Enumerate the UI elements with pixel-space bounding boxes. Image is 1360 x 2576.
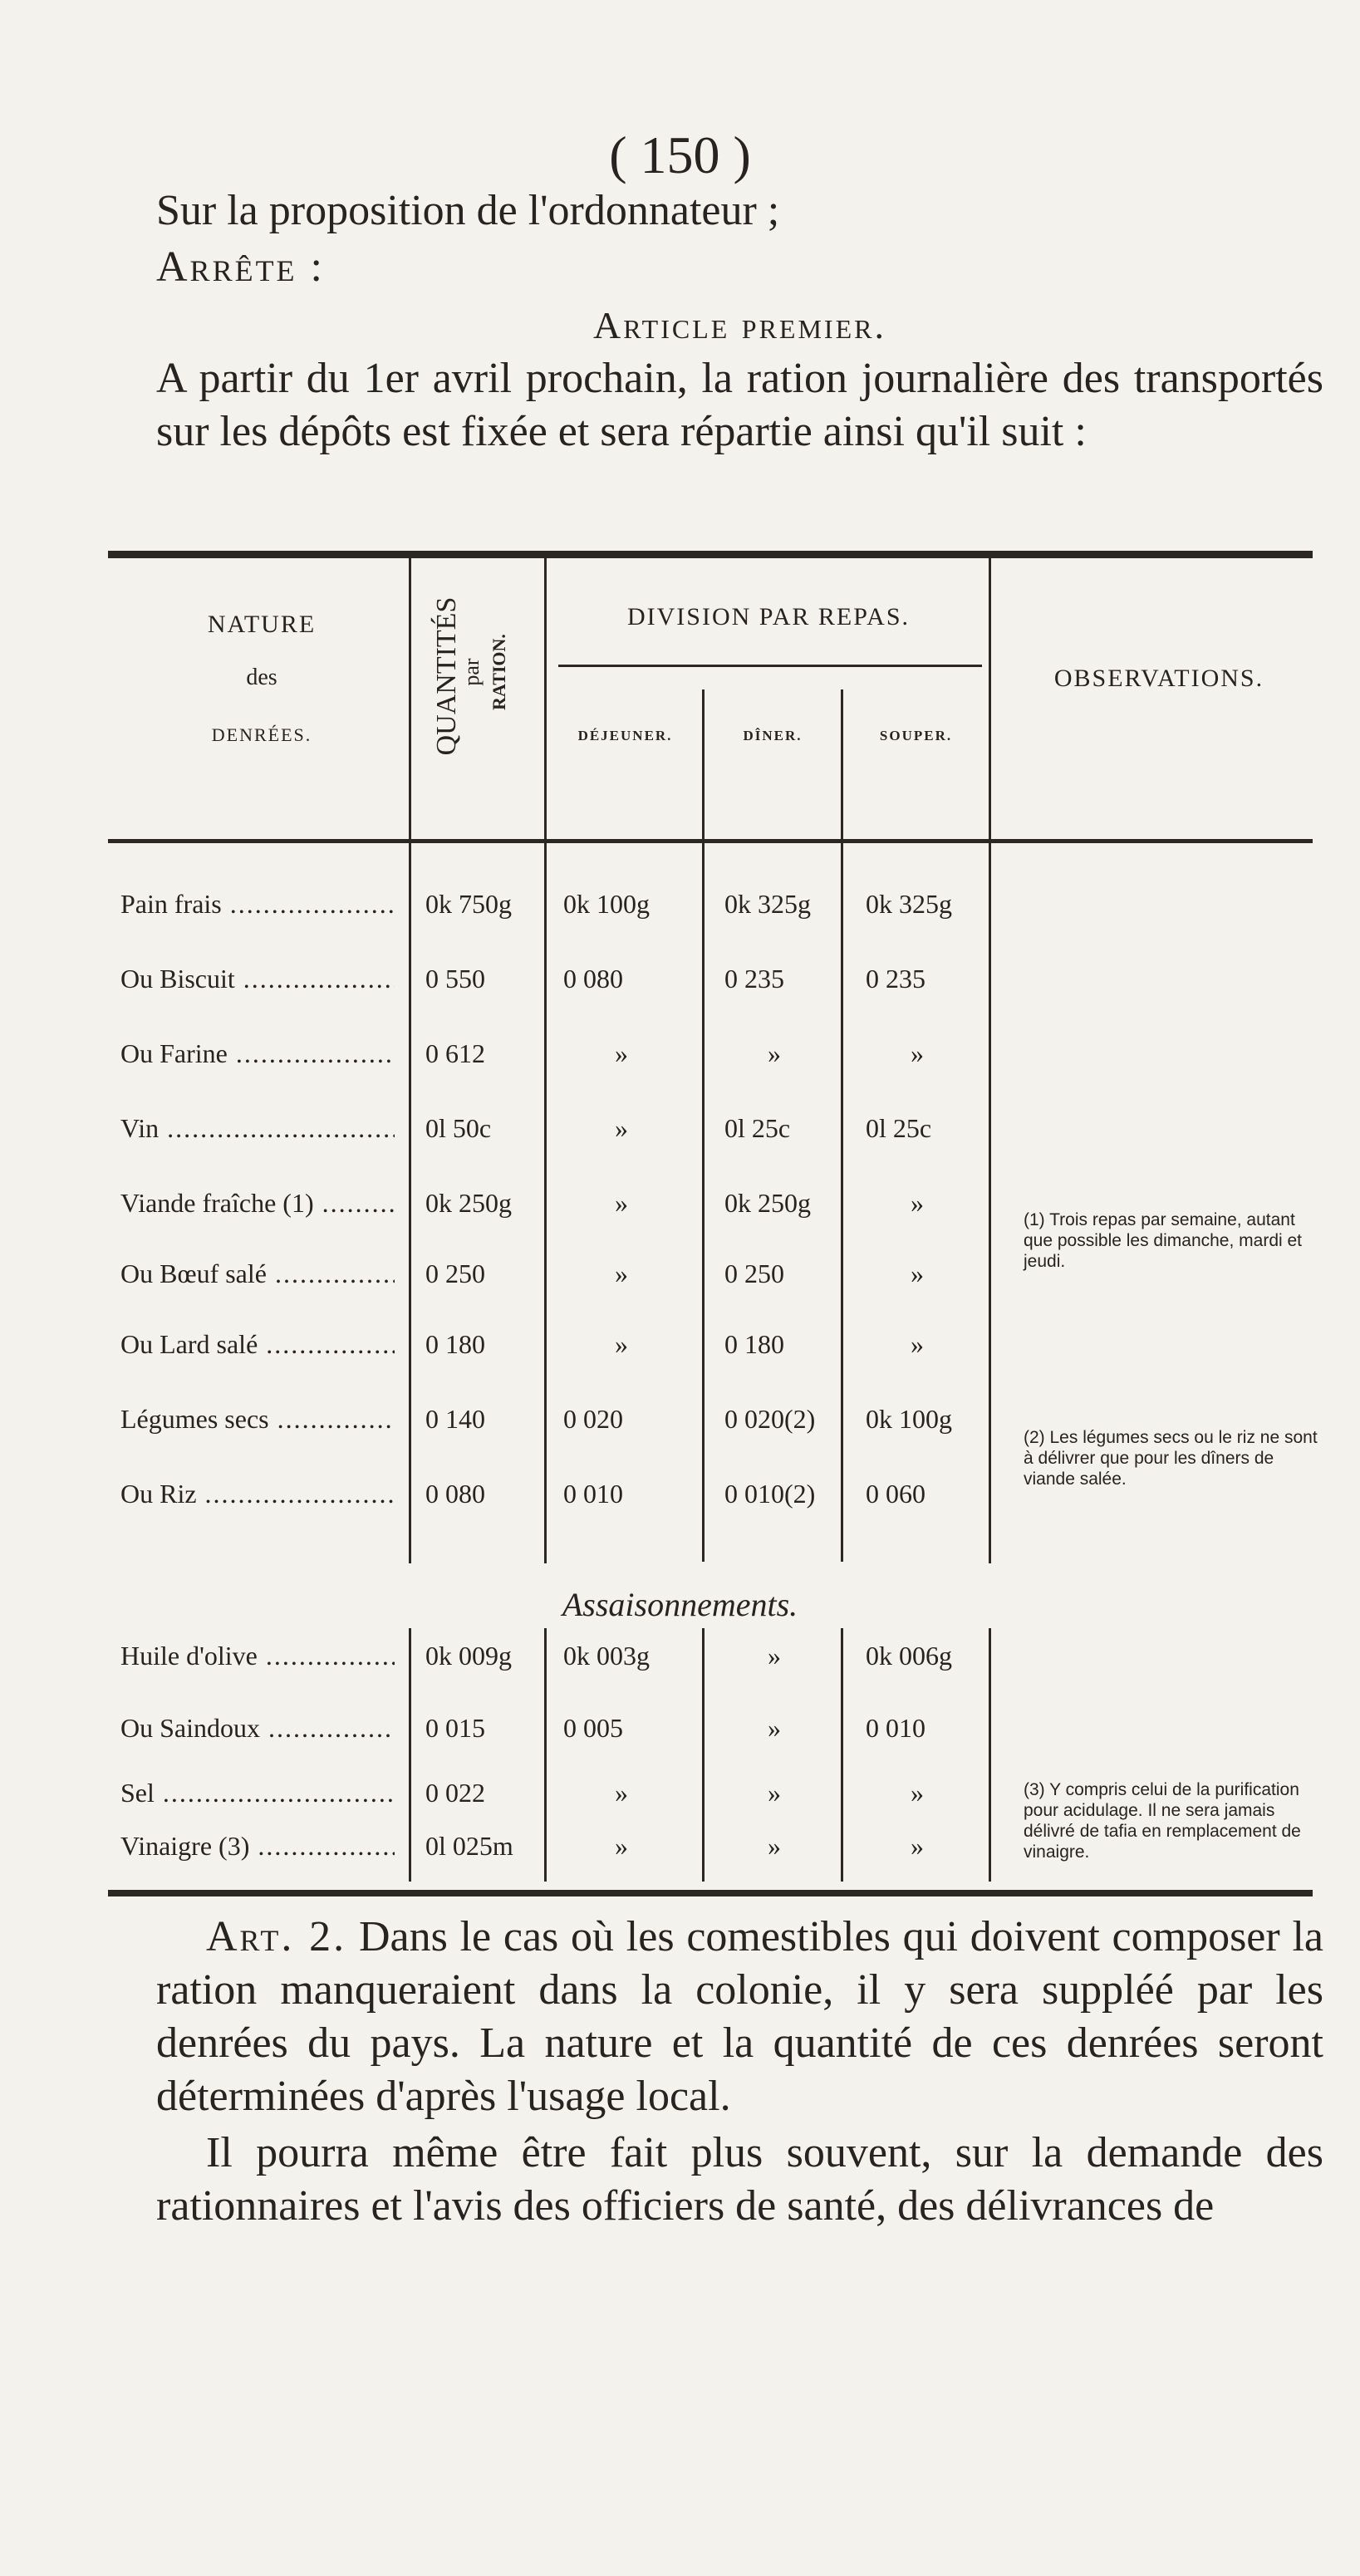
diner-cell: 0 020(2) (724, 1404, 816, 1434)
observation-note-2: (2) Les légumes secs ou le riz ne sont à délivrer que pour les dîners de viande salée. (1024, 1428, 1318, 1489)
table-row (0, 1713, 1360, 1763)
table-row (0, 1329, 1360, 1379)
diner-cell: 0k 250g (724, 1188, 811, 1218)
row-label: Ou Saindoux ..... (120, 1713, 395, 1744)
row-label: Ou Riz ..... (120, 1479, 395, 1509)
diner-cell: 0 235 (724, 964, 784, 994)
row-label: Vinaigre (3) ..... (120, 1831, 395, 1862)
qty-cell: 0 140 (425, 1404, 485, 1434)
table-row (0, 1641, 1360, 1690)
table-row (0, 1113, 1360, 1163)
diner-cell: » (768, 1831, 781, 1861)
souper-cell: 0k 100g (866, 1404, 952, 1434)
header-des: des (246, 665, 277, 690)
diner-cell: 0 180 (724, 1329, 784, 1359)
souper-cell: 0 060 (866, 1479, 925, 1509)
header-quantites: QUANTITÉS (431, 596, 462, 756)
table-row (0, 1038, 1360, 1088)
diner-cell: » (768, 1778, 781, 1808)
article-2-text: Dans le cas où les comestibles qui doivent composer la ration manqueraient dans la colonie, il y sera suppléé par les denrées du pays. La nature et la quantité de ces denrées seront déterminées d'après l'usage local. (156, 1913, 1323, 2120)
arrete-heading: Arrête : (156, 243, 325, 291)
dejeuner-cell: 0k 100g (563, 889, 650, 919)
souper-cell: 0k 006g (866, 1641, 952, 1671)
souper-cell: » (911, 1038, 924, 1068)
header-souper: SOUPER. (879, 728, 953, 743)
article-title: Article premier. (593, 304, 886, 346)
souper-cell: 0k 325g (866, 889, 952, 919)
header-ration: RATION. (489, 634, 509, 710)
dejeuner-cell: » (615, 1831, 628, 1861)
article-text: A partir du 1er avril prochain, la ration journalière des transportés sur les dépôts est fixée et sera répartie ainsi qu'il suit : (156, 355, 1323, 455)
souper-cell: » (911, 1188, 924, 1218)
dejeuner-cell: » (615, 1778, 628, 1808)
souper-cell: » (911, 1329, 924, 1359)
row-label: Sel ..... (120, 1778, 395, 1808)
observation-note-1: (1) Trois repas par semaine, autant que possible les dimanche, mardi et jeudi. (1024, 1210, 1303, 1271)
qty-cell: 0k 250g (425, 1188, 512, 1218)
article-2-paragraph-2: Il pourra même être fait plus souvent, sur la demande des rationnaires et l'avis des officiers de santé, des délivrances de (156, 2129, 1323, 2230)
row-label: Pain frais ..... (120, 889, 395, 920)
observation-note-3: (3) Y compris celui de la purification pour acidulage. Il ne sera jamais délivré de tafia en remplacement de vinaigre. (1024, 1780, 1301, 1862)
table-row (0, 964, 1360, 1013)
diner-cell: 0k 325g (724, 889, 811, 919)
header-denrees: DENRÉES. (211, 724, 312, 745)
row-label: Vin ..... (120, 1113, 395, 1144)
article-2-paragraph (156, 1911, 1323, 2123)
qty-cell: 0l 50c (425, 1113, 492, 1143)
diner-cell: 0 010(2) (724, 1479, 816, 1509)
qty-cell: 0 250 (425, 1259, 485, 1288)
dejeuner-cell: 0 080 (563, 964, 623, 994)
diner-cell: » (768, 1038, 781, 1068)
intro-line: Sur la proposition de l'ordonnateur ; (156, 187, 780, 234)
qty-cell: 0 180 (425, 1329, 485, 1359)
qty-cell: 0l 025m (425, 1831, 513, 1861)
souper-cell: » (911, 1778, 924, 1808)
dejeuner-cell: 0k 003g (563, 1641, 650, 1671)
table-top-rule (108, 551, 1313, 558)
row-label: Ou Bœuf salé ..... (120, 1259, 395, 1289)
row-label: Ou Biscuit ..... (120, 964, 395, 994)
qty-cell: 0 612 (425, 1038, 485, 1068)
row-label: Ou Farine ..... (120, 1038, 395, 1069)
dejeuner-cell: » (615, 1188, 628, 1218)
diner-cell: 0l 25c (724, 1113, 791, 1143)
diner-cell: » (768, 1641, 781, 1671)
header-par: par (459, 658, 484, 686)
souper-cell: 0 235 (866, 964, 925, 994)
header-nature: NATURE (207, 611, 317, 638)
souper-cell: 0l 25c (866, 1113, 932, 1143)
dejeuner-cell: » (615, 1113, 628, 1143)
row-label: Viande fraîche (1) ..... (120, 1188, 395, 1219)
qty-cell: 0 022 (425, 1778, 485, 1808)
table-row (0, 889, 1360, 939)
row-label: Huile d'olive ..... (120, 1641, 395, 1671)
header-observations: OBSERVATIONS. (1053, 665, 1264, 692)
dejeuner-cell: » (615, 1038, 628, 1068)
article-2-label: Art. 2. (206, 1913, 347, 1960)
qty-cell: 0k 009g (425, 1641, 512, 1671)
dejeuner-cell: 0 005 (563, 1713, 623, 1743)
header-division: DIVISION PAR REPAS. (626, 603, 911, 631)
header-diner: DÎNER. (743, 728, 803, 743)
qty-cell: 0 550 (425, 964, 485, 994)
souper-cell: » (911, 1831, 924, 1861)
table-bottom-rule (108, 1890, 1313, 1896)
qty-cell: 0k 750g (425, 889, 512, 919)
souper-cell: » (911, 1259, 924, 1288)
row-label: Légumes secs ..... (120, 1404, 395, 1435)
dejeuner-cell: 0 020 (563, 1404, 623, 1434)
souper-cell: 0 010 (866, 1713, 925, 1743)
assaisonnements-subtitle: Assaisonnements. (562, 1586, 798, 1623)
row-label: Ou Lard salé ..... (120, 1329, 395, 1360)
header-dejeuner: DÉJEUNER. (577, 728, 673, 743)
qty-cell: 0 015 (425, 1713, 485, 1743)
division-brace-rule (558, 665, 982, 667)
dejeuner-cell: » (615, 1259, 628, 1288)
header-bottom-rule (108, 839, 1313, 843)
qty-cell: 0 080 (425, 1479, 485, 1509)
page-number: ( 150 ) (609, 125, 751, 184)
dejeuner-cell: » (615, 1329, 628, 1359)
dejeuner-cell: 0 010 (563, 1479, 623, 1509)
diner-cell: 0 250 (724, 1259, 784, 1288)
diner-cell: » (768, 1713, 781, 1743)
